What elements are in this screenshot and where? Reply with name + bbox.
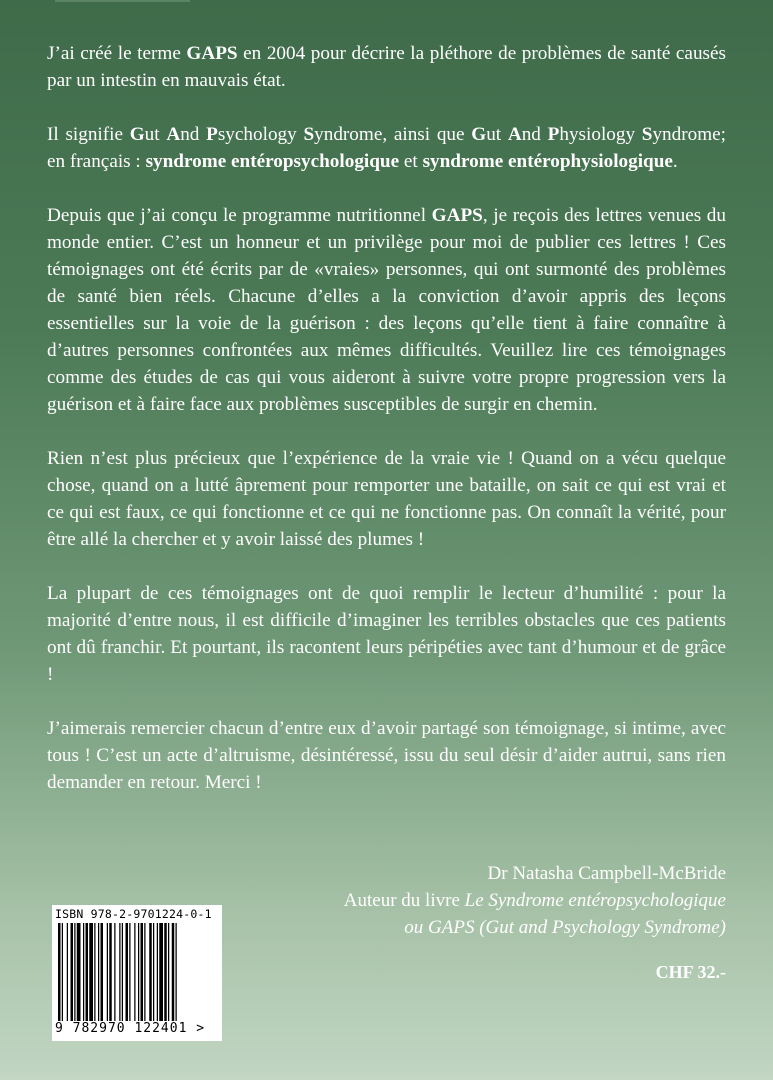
book-title-2: ou GAPS (Gut and Psychology Syndrome): [404, 917, 726, 938]
isbn-barcode: [52, 905, 222, 1041]
paragraph: Il signifie Gut And Psychology Syndrome, ainsi que Gut And Physiology Syndrome; en français : syndrome entéropsychologique et syndrome entérophysiologique.: [47, 124, 726, 172]
barcode-bar: [101, 923, 104, 1021]
author-signature: [344, 860, 726, 941]
isbn-label: ISBN 978-2-9701224-0-1: [55, 907, 212, 921]
paragraph: Rien n’est plus précieux que l’expérience de la vraie vie ! Quand on a vécu quelque chose, quand on a lutté âprement pour remporter une bataille, on sait ce qui est vrai et ce qui est faux, ce qui fonctionne et ce qui ne fonctionne pas. On connaît la vérité, pour être allé la chercher et y avoir laissé des plumes !: [47, 448, 726, 550]
author-role: Auteur du livre: [343, 890, 465, 911]
barcode-bar: [62, 923, 63, 1021]
barcode-bar: [176, 923, 177, 1021]
barcode-bar: [126, 923, 129, 1021]
barcode-bar: [77, 923, 81, 1021]
back-cover-text: [47, 40, 726, 823]
barcode-bar: [86, 923, 89, 1021]
barcode-bar: [109, 923, 112, 1021]
barcode-bar: [168, 923, 169, 1021]
paragraph: J’ai créé le terme GAPS en 2004 pour décrire la pléthore de problèmes de santé causés par un intestin en mauvais état.: [47, 43, 726, 91]
barcode-bar: [107, 923, 108, 1021]
barcode-bar: [153, 923, 154, 1021]
barcode-bar: [149, 923, 152, 1021]
author-name: Dr Natasha Campbell-McBride: [487, 863, 726, 884]
barcode-bar: [141, 923, 144, 1021]
price-label: CHF 32.-: [655, 962, 726, 982]
barcode-bar: [144, 923, 145, 1021]
barcode-bar: [114, 923, 115, 1021]
top-divider: [55, 0, 190, 2]
barcode-bar: [172, 923, 175, 1021]
barcode-bar: [67, 923, 68, 1021]
barcode-bar: [58, 923, 61, 1021]
barcode-bar: [134, 923, 135, 1021]
barcode-bar: [157, 923, 158, 1021]
barcode-bar: [138, 923, 139, 1021]
barcode-bars: [58, 923, 216, 1021]
barcode-bar: [122, 923, 123, 1021]
barcode-bar: [83, 923, 84, 1021]
barcode-bar: [94, 923, 95, 1021]
barcode-digits: 9 782970 122401 >: [55, 1021, 206, 1036]
barcode-bar: [129, 923, 130, 1021]
barcode-bar: [159, 923, 163, 1021]
barcode-bar: [71, 923, 74, 1021]
paragraph: La plupart de ces témoignages ont de quoi remplir le lecteur d’humilité : pour la majorité d’entre nous, il est difficile d’imaginer les terribles obstacles que ces patients ont dû franchir. Et pourtant, ils racontent leurs péripéties avec tant d’humour et de grâce !: [47, 583, 726, 685]
paragraph: Depuis que j’ai conçu le programme nutritionnel GAPS, je reçois des lettres venues du monde entier. C’est un honneur et un privilège pour moi de publier ces lettres ! Ces témoignages ont été écrits par de «vraies» personnes, qui ont surmonté des problèmes de santé bien réels. Chacune d’elles a la conviction d’avoir appris des leçons essentielles sur la voie de la guérison : des leçons qu’elle tient à faire connaître à d’autres personnes confrontées aux mêmes difficultés. Veuillez lire ces témoignages comme des études de cas qui vous aideront à suivre votre propre progression vers la guérison et à faire face aux problèmes susceptibles de surgir en chemin.: [47, 205, 726, 415]
barcode-bar: [89, 923, 93, 1021]
barcode-bar: [98, 923, 99, 1021]
barcode-bar: [164, 923, 167, 1021]
barcode-bar: [119, 923, 120, 1021]
barcode-bar: [74, 923, 75, 1021]
paragraph: J’aimerais remercier chacun d’entre eux d’avoir partagé son témoignage, si intime, avec tous ! C’est un acte d’altruisme, désintéressé, issu du seul désir d’aider autrui, sans rien demander en retour. Merci !: [47, 718, 726, 793]
book-title-1: Le Syndrome entéropsychologique: [464, 890, 726, 911]
